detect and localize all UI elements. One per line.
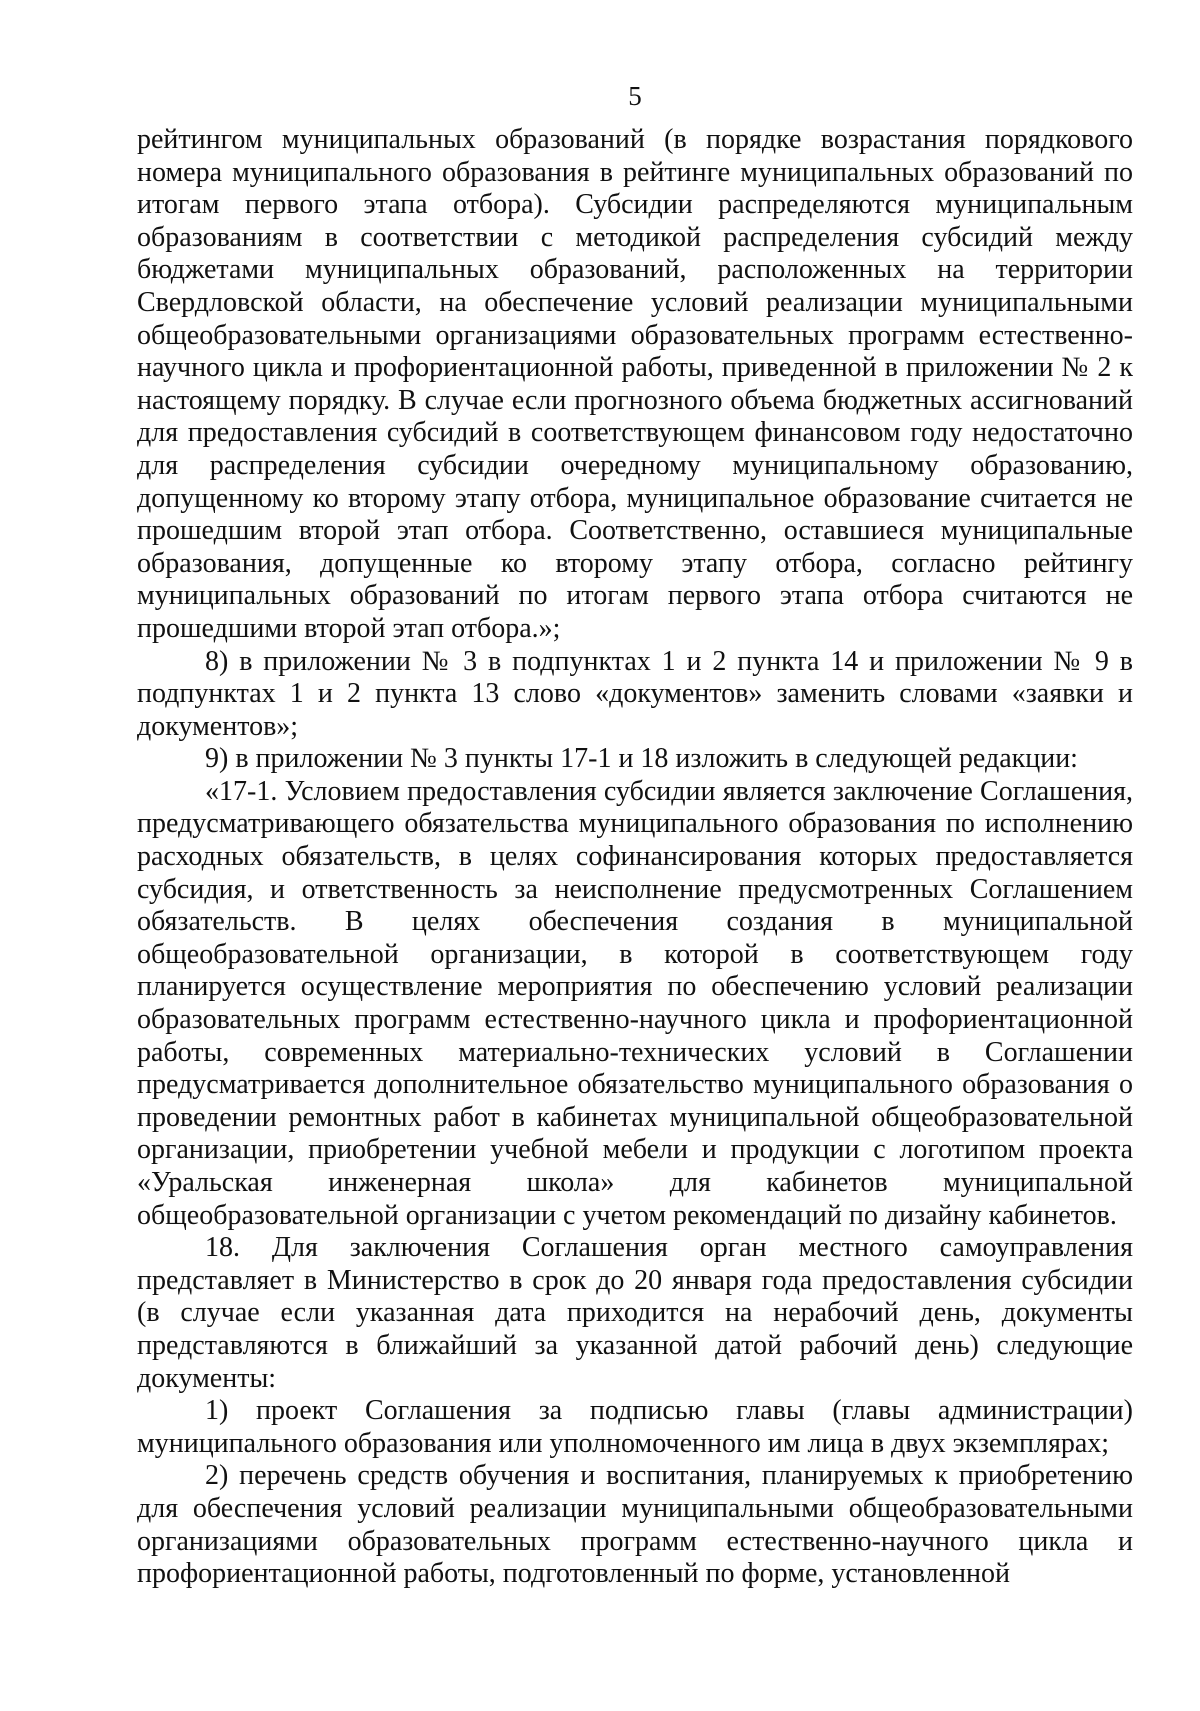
paragraph-item-8: 8) в приложении № 3 в подпунктах 1 и 2 пункта 14 и приложении № 9 в подпунктах 1 и 2 пункта 13 слово «документов» заменить словами «заявки и документов»;: [137, 645, 1133, 742]
paragraph-item-9: 9) в приложении № 3 пункты 17-1 и 18 изложить в следующей редакции:: [205, 743, 1078, 775]
paragraph-subitem-2: 2) перечень средств обучения и воспитания, планируемых к приобретению для обеспечения условий реализации муниципальными общеобразовательными организациями образовательных программ естественно-научного цикла и профориентационной работы, подготовленный по форме, установленной: [137, 1460, 1133, 1590]
paragraph-subitem-1: 1) проект Соглашения за подписью главы (главы администрации) муниципального образования или уполномоченного им лица в двух экземплярах;: [137, 1395, 1133, 1459]
paragraph-clause-18: 18. Для заключения Соглашения орган местного самоуправления представляет в Министерство в срок до 20 января года предоставления субсидии (в случае если указанная дата приходится на нерабочий день, документы представляются в ближайший за указанной датой рабочий день) следующие документы:: [137, 1232, 1133, 1394]
paragraph-clause-17-1: «17-1. Условием предоставления субсидии является заключение Соглашения, предусматривающего обязательства муниципального образования по исполнению расходных обязательств, в целях софинансирования которых предоставляется субсидия, и ответственность за неисполнение предусмотренных Соглашением обязательств. В целях обеспечения создания в муниципальной общеобразовательной организации, в которой в соответствующем году планируется осуществление мероприятия по обеспечению условий реализации образовательных программ естественно-научного цикла и профориентационной работы, современных материально-технических условий в Соглашении предусматривается дополнительное обязательство муниципального образования о проведении ремонтных работ в кабинетах муниципальной общеобразовательной организации, приобретении учебной мебели и продукции с логотипом проекта «Уральская инженерная школа» для кабинетов муниципальной общеобразовательной организации с учетом рекомендаций по дизайну кабинетов.: [137, 775, 1133, 1231]
paragraph-rating-continuation: рейтингом муниципальных образований (в порядке возрастания порядкового номера муниципального образования в рейтинге муниципальных образований по итогам первого этапа отбора). Субсидии распределяются муниципальным образованиям в соответствии с методикой распределения субсидий между бюджетами муниципальных образований, расположенных на территории Свердловской области, на обеспечение условий реализации муниципальными общеобразовательными организациями образовательных программ естественно-научного цикла и профориентационной работы, приведенной в приложении № 2 к настоящему порядку. В случае если прогнозного объема бюджетных ассигнований для предоставления субсидий в соответствующем финансовом году недостаточно для распределения субсидии очередному муниципальному образованию, допущенному ко второму этапу отбора, муниципальное образование считается не прошедшим второй этап отбора. Соответственно, оставшиеся муниципальные образования, допущенные ко второму этапу отбора, согласно рейтингу муниципальных образований по итогам первого этапа отбора считаются не прошедшими второй этап отбора.»;: [137, 124, 1133, 644]
page-number: 5: [628, 81, 642, 111]
document-body: [137, 124, 1133, 1591]
